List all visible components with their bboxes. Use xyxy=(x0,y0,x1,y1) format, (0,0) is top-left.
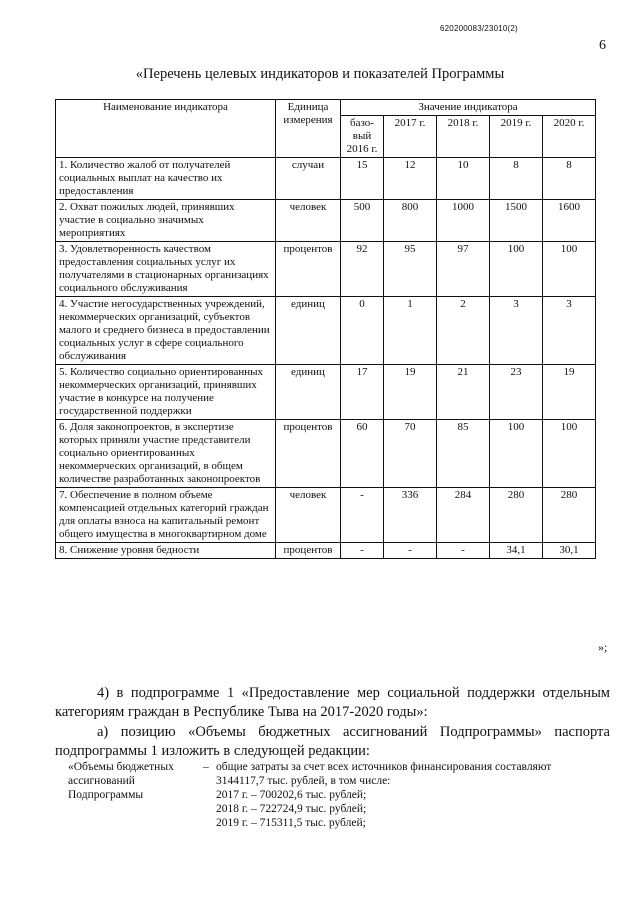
budget-line: 2017 г. – 700202,6 тыс. рублей; xyxy=(216,789,367,801)
indicator-unit: процентов xyxy=(276,420,341,488)
value-base: 92 xyxy=(341,242,384,297)
value-base: - xyxy=(341,488,384,543)
value-2020: 19 xyxy=(543,365,596,420)
indicator-unit: человек xyxy=(276,488,341,543)
paragraph-a: а) позицию «Объемы бюджетных ассигнований Подпрограммы» паспорта подпрограммы 1 изложить в следующей редакции: xyxy=(55,724,610,759)
value-2019: 23 xyxy=(490,365,543,420)
table-closing-mark: »; xyxy=(598,640,608,654)
header-year-2017: 2017 г. xyxy=(384,116,437,158)
header-unit: Единица измерения xyxy=(276,100,341,158)
header-year-2019: 2019 г. xyxy=(490,116,543,158)
value-2018: 97 xyxy=(437,242,490,297)
value-2018: - xyxy=(437,543,490,559)
header-name: Наименование индикатора xyxy=(56,100,276,158)
table-row xyxy=(56,365,596,420)
value-2017: - xyxy=(384,543,437,559)
value-2018: 10 xyxy=(437,158,490,200)
paragraph-4: 4) в подпрограмме 1 «Предоставление мер социальной поддержки отдельным категориям граждан в Республике Тыва на 2017-2020 годы»: xyxy=(55,685,610,720)
value-2017: 800 xyxy=(384,200,437,242)
value-2018: 85 xyxy=(437,420,490,488)
value-2019: 1500 xyxy=(490,200,543,242)
budget-line: общие затраты за счет всех источников финансирования составляют xyxy=(216,761,552,773)
value-2017: 95 xyxy=(384,242,437,297)
table-row xyxy=(56,200,596,242)
value-2018: 2 xyxy=(437,297,490,365)
indicator-name: 3. Удовлетворенность качеством предоставления социальных услуг их получателями в стационарных организациях социального обслуживания xyxy=(56,242,276,297)
value-2020: 8 xyxy=(543,158,596,200)
header-year-2018: 2018 г. xyxy=(437,116,490,158)
value-2020: 100 xyxy=(543,242,596,297)
value-base: 15 xyxy=(341,158,384,200)
table-row xyxy=(56,158,596,200)
value-2017: 1 xyxy=(384,297,437,365)
document-code: 620200083/23010(2) xyxy=(440,24,518,33)
indicator-unit: единиц xyxy=(276,365,341,420)
table-row xyxy=(56,420,596,488)
table-row xyxy=(56,543,596,559)
header-value-group: Значение индикатора xyxy=(341,100,596,116)
header-year-base: базо-вый 2016 г. xyxy=(341,116,384,158)
indicators-table xyxy=(55,99,596,559)
indicator-name: 7. Обеспечение в полном объеме компенсацией отдельных категорий граждан для оплаты взноса на капитальный ремонт общего имущества в многоквартирном доме xyxy=(56,488,276,543)
indicator-unit: процентов xyxy=(276,242,341,297)
indicator-unit: человек xyxy=(276,200,341,242)
indicator-name: 5. Количество социально ориентированных некоммерческих организаций, принявших участие в конкурсе на получение государственной поддержки xyxy=(56,365,276,420)
indicator-unit: случаи xyxy=(276,158,341,200)
indicator-unit: процентов xyxy=(276,543,341,559)
table-row xyxy=(56,242,596,297)
value-2019: 100 xyxy=(490,420,543,488)
value-2018: 1000 xyxy=(437,200,490,242)
indicator-unit: единиц xyxy=(276,297,341,365)
value-base: 0 xyxy=(341,297,384,365)
value-2019: 100 xyxy=(490,242,543,297)
value-2017: 336 xyxy=(384,488,437,543)
value-2019: 8 xyxy=(490,158,543,200)
value-2017: 70 xyxy=(384,420,437,488)
page-number: 6 xyxy=(599,38,606,53)
table-row xyxy=(56,488,596,543)
table-row xyxy=(56,297,596,365)
indicator-name: 4. Участие негосударственных учреждений, некоммерческих организаций, субъектов малого и среднего бизнеса в предоставлении социальных услуг в сфере социального обслуживания xyxy=(56,297,276,365)
value-2017: 12 xyxy=(384,158,437,200)
value-2017: 19 xyxy=(384,365,437,420)
value-2018: 284 xyxy=(437,488,490,543)
value-2020: 30,1 xyxy=(543,543,596,559)
value-base: 500 xyxy=(341,200,384,242)
value-base: - xyxy=(341,543,384,559)
header-year-2020: 2020 г. xyxy=(543,116,596,158)
value-base: 17 xyxy=(341,365,384,420)
value-2019: 34,1 xyxy=(490,543,543,559)
budget-line: 2019 г. – 715311,5 тыс. рублей; xyxy=(216,817,366,829)
page-heading: «Перечень целевых индикаторов и показателей Программы xyxy=(135,66,505,82)
budget-line: 2018 г. – 722724,9 тыс. рублей; xyxy=(216,803,367,815)
value-2020: 1600 xyxy=(543,200,596,242)
indicator-name: 6. Доля законопроектов, в экспертизе которых приняли участие представители социально ориентированных некоммерческих организаций, в общем количестве разработанных законопроектов xyxy=(56,420,276,488)
value-2020: 280 xyxy=(543,488,596,543)
value-2020: 3 xyxy=(543,297,596,365)
budget-volumes-text xyxy=(216,760,616,830)
indicator-name: 2. Охват пожилых людей, принявших участие в социально значимых мероприятиях xyxy=(56,200,276,242)
budget-line: 3144117,7 тыс. рублей, в том числе: xyxy=(216,775,391,787)
indicator-name: 1. Количество жалоб от получателей социальных выплат на качество их предоставления xyxy=(56,158,276,200)
value-2020: 100 xyxy=(543,420,596,488)
value-base: 60 xyxy=(341,420,384,488)
value-2019: 280 xyxy=(490,488,543,543)
indicator-name: 8. Снижение уровня бедности xyxy=(56,543,276,559)
budget-volumes-label: «Объемы бюджетных ассигнований Подпрограммы xyxy=(68,761,174,801)
budget-volumes-dash: – xyxy=(203,761,209,773)
value-2018: 21 xyxy=(437,365,490,420)
value-2019: 3 xyxy=(490,297,543,365)
